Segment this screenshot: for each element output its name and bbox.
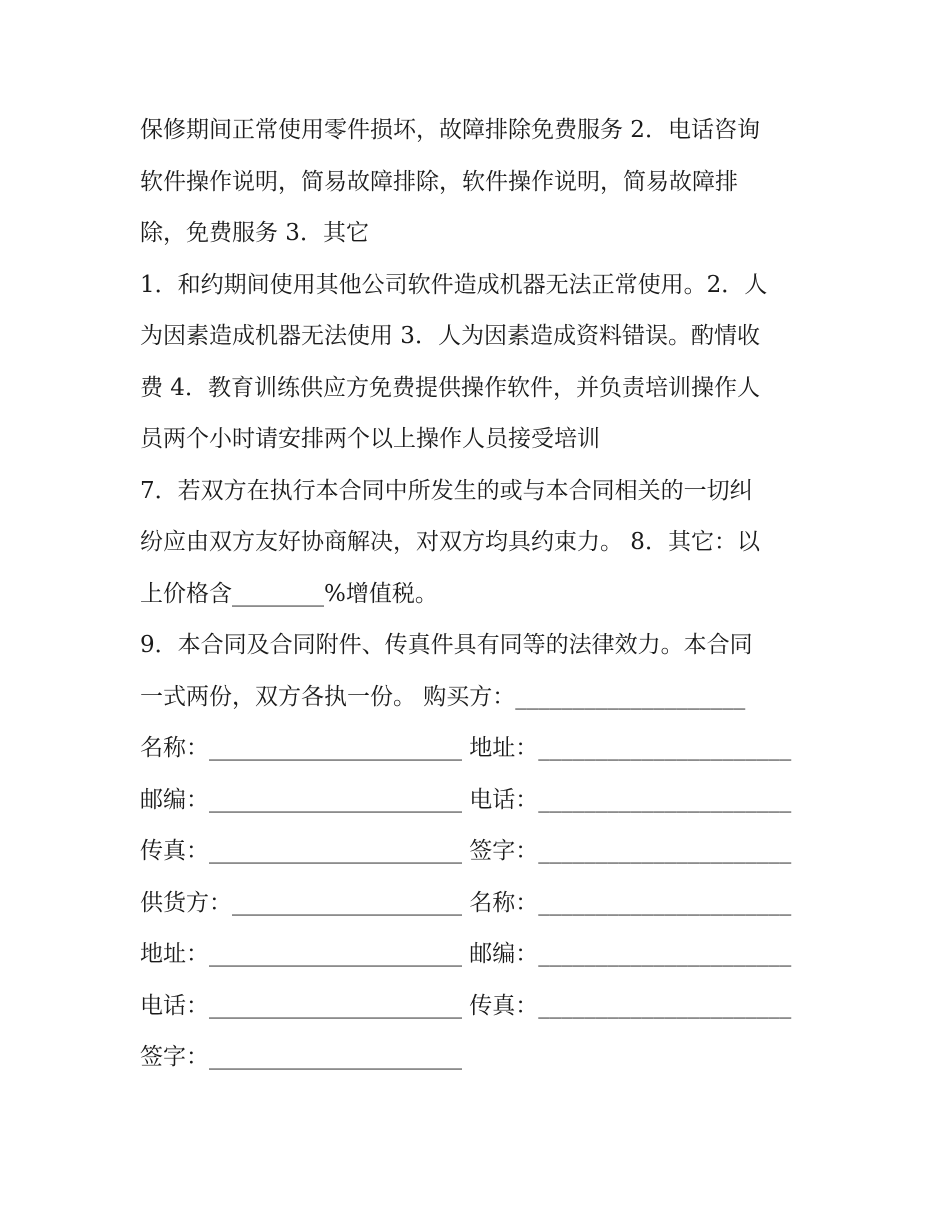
form-row-postcode-phone: 邮编：______________________ 电话：______________________ xyxy=(140,786,792,813)
form-row-address-postcode: 地址：______________________ 邮编：______________________ xyxy=(140,941,792,967)
text-line: 费 4．教育训练供应方免费提供操作软件，并负责培训操作人 xyxy=(140,374,760,401)
text-line: 为因素造成机器无法使用 3．人为因素造成资料错误。酌情收 xyxy=(140,323,760,349)
form-row-signature: 签字：______________________ xyxy=(140,1044,462,1070)
text-line: 7．若双方在执行本合同中所发生的或与本合同相关的一切纠 xyxy=(140,477,753,504)
text-line: 软件操作说明，简易故障排除，软件操作说明，简易故障排 xyxy=(140,168,738,195)
text-line: 除，免费服务 3．其它 xyxy=(140,220,369,246)
form-row-fax-signature: 传真：______________________ 签字：______________________ xyxy=(140,838,792,864)
form-row-supplier-name: 供货方：____________________ 名称：______________________ xyxy=(140,889,792,916)
form-row-phone-fax: 电话：______________________ 传真：______________________ xyxy=(140,992,792,1019)
text-line: 上价格含________%增值税。 xyxy=(140,580,438,607)
text-line: 1．和约期间使用其他公司软件造成机器无法正常使用。2．人 xyxy=(140,271,768,298)
text-line: 员两个小时请安排两个以上操作人员接受培训 xyxy=(140,426,600,452)
signature-line-buyer: 一式两份，双方各执一份。 购买方：____________________ xyxy=(140,683,746,710)
text-line: 9．本合同及合同附件、传真件具有同等的法律效力。本合同 xyxy=(140,632,753,658)
form-row-name-address: 名称：______________________ 地址：______________________ xyxy=(140,735,792,761)
text-line: 保修期间正常使用零件损坏，故障排除免费服务 2．电话咨询 xyxy=(140,117,760,143)
contract-body xyxy=(140,105,810,1084)
text-line: 纷应由双方友好协商解决，对双方均具约束力。 8．其它：以 xyxy=(140,529,760,555)
